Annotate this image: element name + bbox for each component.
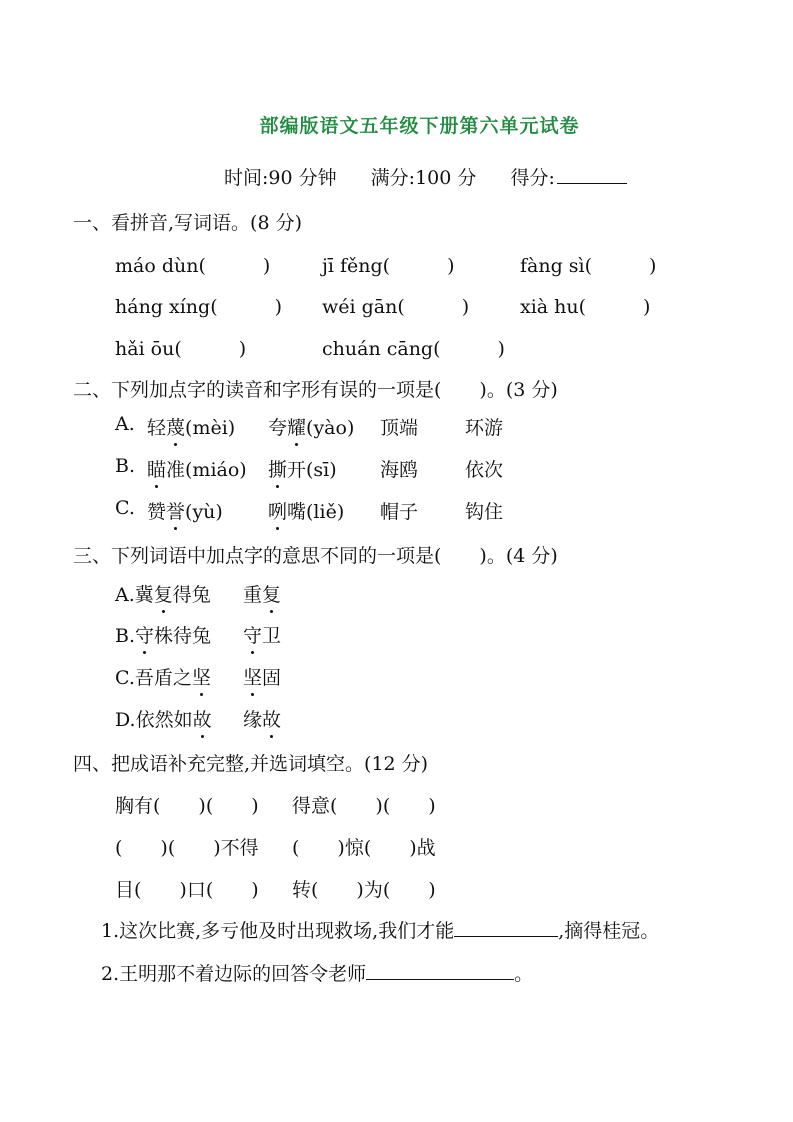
- exam-time: 时间:90 分钟: [224, 167, 337, 189]
- idiom-blank: ( )惊( )战: [292, 837, 436, 859]
- section-3-heading: 三、下列词语中加点字的意思不同的一项是( )。(4 分): [73, 545, 558, 567]
- option-d-idiom: D.依然如故: [115, 705, 212, 732]
- option-d-word: 缘故: [243, 705, 281, 732]
- exam-full-score: 满分:100 分: [370, 167, 477, 189]
- option-c-word3: 帽子: [380, 501, 419, 523]
- pinyin-item: jī fěng( ): [322, 255, 455, 277]
- option-a-word2: 夸耀(yào): [268, 413, 354, 440]
- score-blank[interactable]: [557, 167, 627, 184]
- pinyin-item: hǎi ōu( ): [115, 338, 247, 360]
- option-c-word1: 赞誉(yù): [147, 497, 223, 524]
- option-b-label: B.: [115, 455, 136, 477]
- emphasis-dot-char: 故: [262, 705, 281, 732]
- emphasis-dot-char: 誉: [166, 497, 185, 524]
- section-4-heading: 四、把成语补充完整,并选词填空。(12 分): [73, 753, 429, 775]
- option-c-label: C.: [115, 497, 135, 519]
- option-c-word4: 钩住: [465, 501, 504, 523]
- pinyin-item: fàng sì( ): [520, 255, 657, 277]
- idiom-blank: 胸有( )( ): [115, 795, 259, 817]
- emphasis-dot-char: 坚: [243, 663, 262, 690]
- section-1-heading: 一、看拼音,写词语。(8 分): [73, 212, 302, 234]
- option-c-word2: 咧嘴(liě): [268, 497, 344, 524]
- emphasis-dot-char: 咧: [268, 497, 287, 524]
- emphasis-dot-char: 守: [135, 621, 154, 648]
- emphasis-dot-char: 守: [243, 621, 262, 648]
- fill-question-2: 2.王明那不着边际的回答令老师 。: [101, 963, 534, 985]
- pinyin-item: háng xíng( ): [115, 296, 283, 318]
- idiom-blank: 得意( )( ): [292, 795, 436, 817]
- emphasis-dot-char: 瞄: [147, 455, 166, 482]
- emphasis-dot-char: 复: [262, 580, 281, 607]
- option-a-word1: 轻蔑(mèi): [147, 413, 235, 440]
- answer-blank[interactable]: [366, 961, 514, 980]
- fill-question-1: 1.这次比赛,多亏他及时出现救场,我们才能 ,摘得桂冠。: [101, 920, 660, 942]
- option-a-idiom: A.冀复得兔: [115, 580, 211, 607]
- emphasis-dot-char: 复: [154, 580, 173, 607]
- exam-meta: [224, 163, 655, 190]
- emphasis-dot-char: 撕: [268, 455, 287, 482]
- pinyin-item: xià hu( ): [520, 296, 651, 318]
- option-a-word3: 顶端: [380, 417, 419, 439]
- pinyin-item: wéi gān( ): [322, 296, 470, 318]
- pinyin-item: máo dùn( ): [115, 255, 271, 277]
- exam-score-label: 得分:: [510, 167, 555, 189]
- option-b-word: 守卫: [243, 621, 281, 648]
- emphasis-dot-char: 坚: [192, 663, 211, 690]
- page-title: 部编版语文五年级下册第六单元试卷: [259, 115, 580, 137]
- option-b-word4: 依次: [465, 459, 504, 481]
- option-a-label: A.: [115, 413, 135, 435]
- option-b-word1: 瞄准(miáo): [147, 455, 247, 482]
- option-b-word3: 海鸥: [380, 459, 419, 481]
- idiom-blank: 转( )为( ): [292, 879, 436, 901]
- emphasis-dot-char: 耀: [287, 413, 306, 440]
- answer-blank[interactable]: [454, 918, 558, 937]
- emphasis-dot-char: 故: [193, 705, 212, 732]
- section-2-heading: 二、下列加点字的读音和字形有误的一项是( )。(3 分): [73, 379, 558, 401]
- option-c-word: 坚固: [243, 663, 281, 690]
- option-b-idiom: B.守株待兔: [115, 621, 211, 648]
- emphasis-dot-char: 蔑: [166, 413, 185, 440]
- option-a-word: 重复: [243, 580, 281, 607]
- option-c-idiom: C.吾盾之坚: [115, 663, 211, 690]
- option-b-word2: 撕开(sī): [268, 455, 337, 482]
- option-a-word4: 环游: [465, 417, 504, 439]
- pinyin-item: chuán cāng( ): [322, 338, 505, 360]
- idiom-blank: ( )( )不得: [115, 837, 259, 859]
- idiom-blank: 目( )口( ): [115, 879, 259, 901]
